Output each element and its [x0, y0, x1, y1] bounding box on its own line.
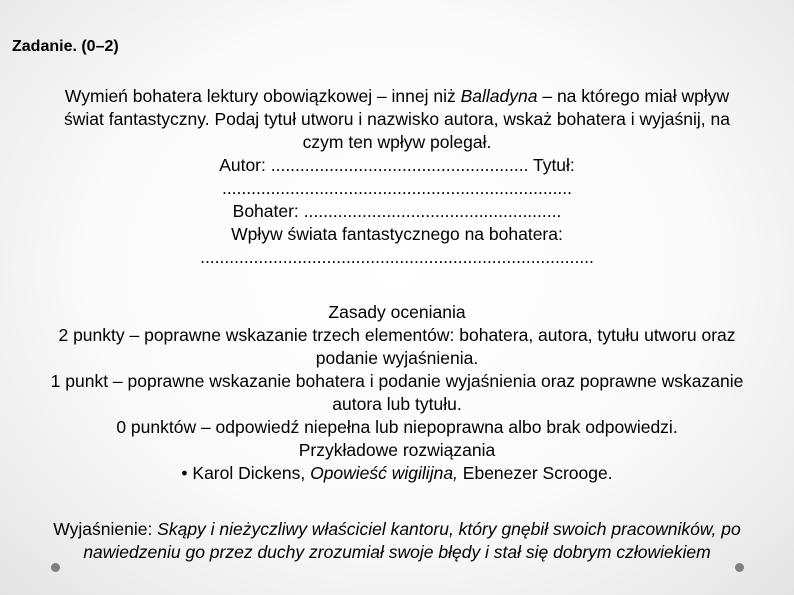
explanation-line-1: [0, 518, 794, 541]
bullet-icon: •: [181, 463, 188, 483]
task-line-1-start: Wymień bohatera lektury obowiązkowej – innej niż: [64, 86, 461, 106]
explanation-label: Wyjaśnienie:: [53, 519, 153, 539]
grading-1-point: 1 punkt – poprawne wskazanie bohatera i podanie wyjaśnienia oraz poprawne wskazanie: [50, 371, 744, 391]
decorative-dot-left: [51, 563, 60, 572]
task-instructions: [0, 85, 794, 269]
grading-1-point-cont: autora lub tytułu.: [332, 394, 462, 414]
grading-rules: [0, 301, 794, 485]
example-author: Karol Dickens,: [187, 463, 311, 483]
influence-answer-label: Wpływ świata fantastycznego na bohatera:: [231, 224, 563, 244]
example-solution: [0, 462, 794, 485]
title-answer-dots: ........................................................................: [221, 178, 573, 198]
lecture-title-balladyna: Balladyna: [460, 86, 538, 106]
grading-2-points: 2 punkty – poprawne wskazanie trzech elementów: bohatera, autora, tytułu utworu oraz: [58, 325, 736, 345]
example-solutions-heading: Przykładowe rozwiązania: [298, 440, 496, 460]
task-line-3: czym ten wpływ polegał.: [302, 132, 492, 152]
task-line-1: [0, 85, 794, 108]
grading-2-points-cont: podanie wyjaśnienia.: [315, 348, 479, 368]
example-work-title: Opowieść wigilijna,: [310, 463, 458, 483]
explanation: [0, 518, 794, 564]
task-title: Zadanie. (0–2): [12, 38, 119, 55]
hero-answer-line: Bohater: .....................................................: [232, 201, 562, 221]
grading-heading: Zasady oceniania: [328, 302, 466, 322]
explanation-line-2: nawiedzeniu go przez duchy zrozumiał swoje błędy i stał się dobrym człowiekiem: [83, 542, 711, 562]
explanation-text-1: Skąpy i nieżyczliwy właściciel kantoru, który gnębił swoich pracowników, po: [152, 519, 741, 539]
author-title-answer-line: Autor: ..................................................... Tytuł:: [219, 155, 575, 175]
task-line-2: świat fantastyczny. Podaj tytuł utworu i nazwisko autora, wskaż bohatera i wyjaśnij, na: [64, 109, 730, 129]
example-hero: Ebenezer Scrooge.: [457, 463, 613, 483]
influence-answer-dots: .................................................................................: [200, 247, 594, 267]
grading-0-points: 0 punktów – odpowiedź niepełna lub niepoprawna albo brak odpowiedzi.: [116, 417, 678, 437]
decorative-dot-right: [735, 563, 744, 572]
task-line-1-end: – na którego miał wpływ: [537, 86, 730, 106]
